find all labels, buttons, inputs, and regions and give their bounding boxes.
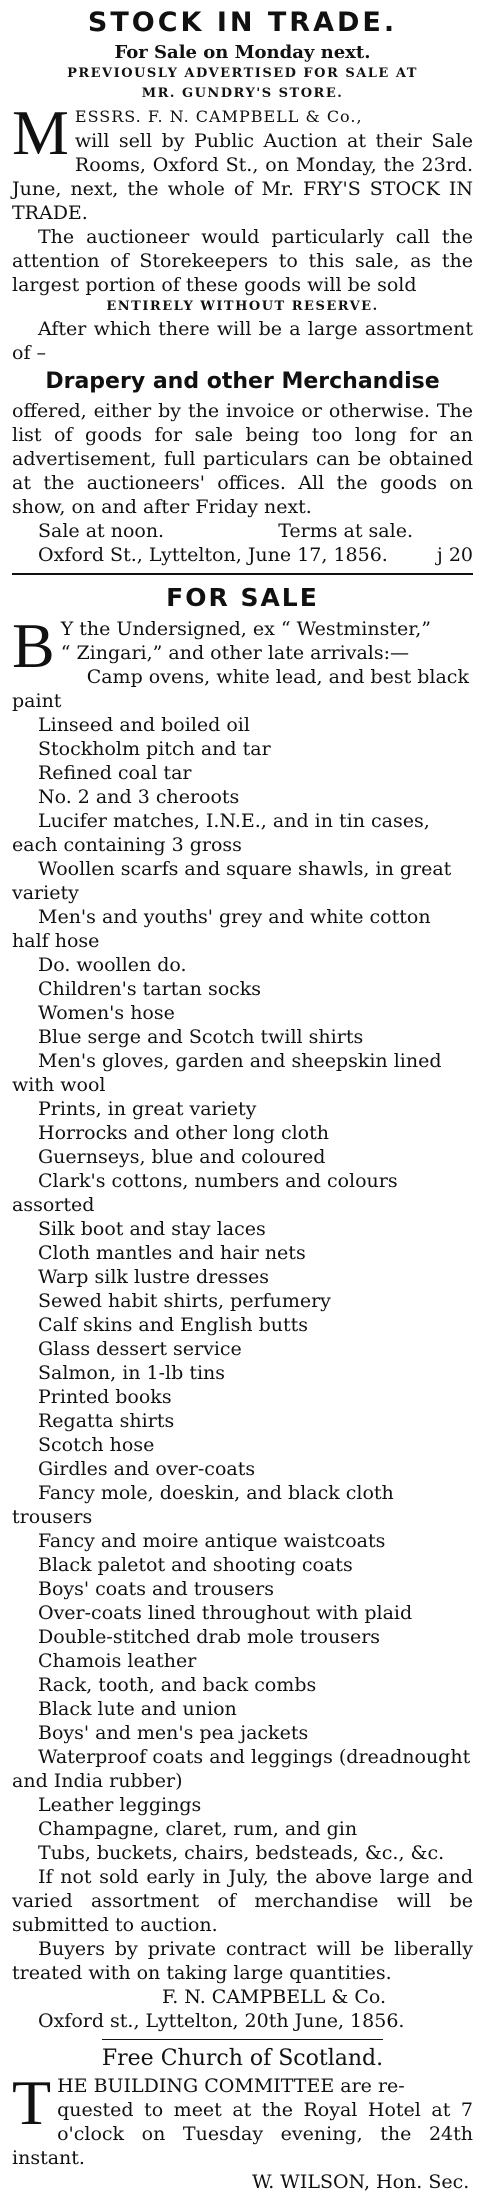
goods-list-item: Leather leggings [38,1794,202,1816]
goods-list-item: Camp ovens, white lead, and best black paint [12,666,469,712]
july-note: If not sold early in July, the above large and varied assortment of merchandise will be submitted to auction. [12,1866,473,1936]
goods-list-item: Silk boot and stay laces [38,1218,266,1240]
for-sale-intro [12,610,473,681]
drapery-paragraph: offered, either by the invoice or otherwise. The list of goods for sale being too long for an advertisement, full particulars can be obtained at the auctioneers' offices. All the goods on show, on and after Friday next. [12,400,473,518]
goods-list-item: Linseed and boiled oil [38,714,250,736]
goods-list-item: Printed books [38,1386,172,1408]
for-sale-title: FOR SALE [166,583,319,612]
auction-details: will sell by Public Auction at their Sale Rooms, Oxford St., on Monday, the 23rd. June, next, the whole of Mr. FRY'S STOCK IN TRADE. [12,130,473,224]
drop-cap-t: T [12,2067,52,2138]
auctioneer-note [12,225,473,297]
goods-list-item: Clark's cottons, numbers and colours assorted [12,1170,398,1216]
goods-list-item: Fancy and moire antique waistcoats [38,1530,386,1552]
previously-line-2: MR. GUNDRY'S STORE. [141,86,344,101]
previously-line-1: PREVIOUSLY ADVERTISED FOR SALE AT [67,66,418,81]
ad-title: STOCK IN TRADE. [87,7,398,38]
goods-list-item: Cloth mantles and hair nets [38,1242,306,1264]
goods-list-item: Lucifer matches, I.N.E., and in tin cases, each containing 3 gross [12,810,430,856]
goods-list-item: Sewed habit shirts, perfumery [38,1290,331,1312]
goods-list-item: Salmon, in 1-lb tins [38,1362,226,1384]
free-church-notice [12,2044,473,2194]
free-church-signature: W. WILSON, Hon. Sec. [252,2171,470,2193]
goods-list-item: Over-coats lined throughout with plaid [38,1602,413,1624]
goods-list [12,665,473,1865]
free-church-title: Free Church of Scotland. [101,2046,384,2071]
committee-rest: quested to meet at the Royal Hotel at 7 o'clock on Tuesday evening, the 24th instant. [12,2099,473,2169]
drop-cap-b: B [12,610,55,681]
goods-list-item: Woollen scarfs and square shawls, in great variety [12,858,452,904]
goods-list-item: Fancy mole, doeskin, and black cloth trousers [12,1482,394,1528]
goods-list-item: Stockholm pitch and tar [38,738,271,760]
ad-subtitle: For Sale on Monday next. [114,42,371,63]
stock-in-trade-ad [12,4,473,567]
sale-terms-row [12,519,473,543]
goods-list-item: Glass dessert service [38,1338,242,1360]
committee-first-line: HE BUILDING COMMITTEE are re- [57,2075,405,2097]
stock-dateline-row [12,543,473,567]
private-contract-note: Buyers by private contract will be liberally treated with on taking large quantities. [12,1938,473,1984]
goods-list-item: Rack, tooth, and back combs [38,1674,317,1696]
goods-list-item: Boys' coats and trousers [38,1578,274,1600]
stock-dateline: Oxford St., Lyttelton, June 17, 1856. [38,544,388,566]
goods-list-item: Regatta shirts [38,1410,175,1432]
goods-list-item: No. 2 and 3 cheroots [38,786,240,808]
assortment-note: After which there will be a large assortment of – [12,318,473,364]
goods-list-item: Double-stitched drab mole trousers [38,1626,381,1648]
auctioneer-name-line: ESSRS. F. N. CAMPBELL & Co., [74,107,363,126]
goods-list-item: Prints, in great variety [38,1098,257,1120]
goods-list-item: Champagne, claret, rum, and gin [38,1818,358,1840]
goods-list-item: Horrocks and other long cloth [38,1122,329,1144]
free-church-paragraph [12,2067,473,2170]
goods-list-item: Black paletot and shooting coats [38,1554,353,1576]
goods-list-item: Refined coal tar [38,762,192,784]
stock-code: j 20 [436,544,473,566]
for-sale-signature: F. N. CAMPBELL & Co. [162,1986,387,2008]
intro-first-line: Y the Undersigned, ex “ Westminster,” [60,618,431,640]
goods-list-item: Calf skins and English butts [38,1314,309,1336]
goods-list-item: Chamois leather [38,1650,197,1672]
goods-list-item: Blue serge and Scotch twill shirts [38,1026,364,1048]
goods-list-item: Men's and youths' grey and white cotton half hose [12,906,431,952]
goods-list-item: Guernseys, blue and coloured [38,1146,326,1168]
short-divider [102,2039,383,2040]
auction-paragraph [12,97,473,225]
newspaper-page [0,4,487,2193]
goods-list-item: Waterproof coats and leggings (dreadnought and India rubber) [12,1746,471,1792]
goods-list-item: Black lute and union [38,1698,237,1720]
goods-list-item: Scotch hose [38,1434,155,1456]
goods-list-item: Do. woollen do. [38,954,187,976]
goods-list-item: Children's tartan socks [38,978,262,1000]
intro-rest: “ Zingari,” and other late arrivals:— [60,642,410,664]
sale-time: Sale at noon. [38,520,165,542]
goods-list-item: Women's hose [38,1002,175,1024]
for-sale-ad [12,579,473,2033]
drop-cap-m: M [12,97,69,168]
section-divider [12,573,473,575]
goods-list-item: Warp silk lustre dresses [38,1266,269,1288]
sale-terms: Terms at sale. [278,520,413,542]
without-reserve: ENTIRELY WITHOUT RESERVE. [106,299,379,314]
goods-list-item: Tubs, buckets, chairs, bedsteads, &c., &c. [38,1842,445,1864]
for-sale-dateline: Oxford st., Lyttelton, 20th June, 1856. [38,2010,405,2032]
auctioneer-note-text: The auctioneer would particularly call the attention of Storekeepers to this sale, as the largest portion of these goods will be sold [12,226,473,296]
goods-list-item: Girdles and over-coats [38,1458,256,1480]
drapery-heading: Drapery and other Merchandise [45,369,440,394]
goods-list-item: Boys' and men's pea jackets [38,1722,309,1744]
goods-list-item: Men's gloves, garden and sheepskin lined with wool [12,1050,442,1096]
